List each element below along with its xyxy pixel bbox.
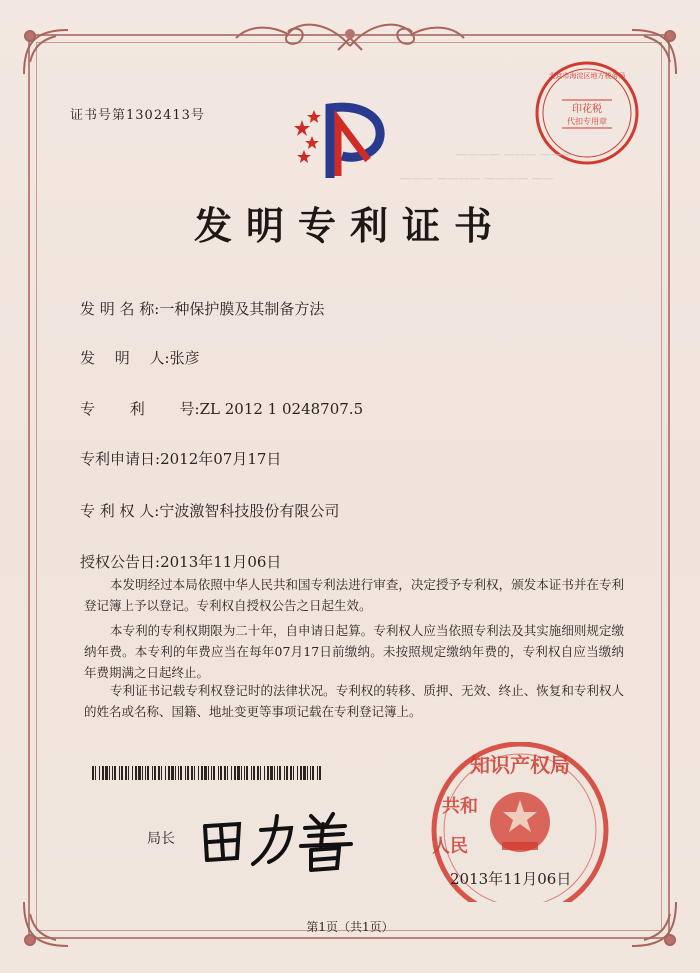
- corner-ornament-top-left: [16, 22, 76, 82]
- svg-text:知识产权局: 知识产权局: [470, 753, 570, 777]
- director-signature: [195, 804, 365, 874]
- svg-text:北京市海淀区地方税务局: 北京市海淀区地方税务局: [548, 72, 626, 80]
- paragraph-grant: 本发明经过本局依照中华人民共和国专利法进行审查，决定授予专利权，颁发本证书并在专利登记簿上予以登记。专利权自授权公告之日起生效。: [84, 577, 624, 613]
- seal-date: 2013年11月06日: [450, 870, 572, 888]
- page-number: 第1页（共1页）: [306, 920, 394, 934]
- field-invention-name: 发 明 名 称:一种保护膜及其制备方法: [80, 300, 325, 318]
- field-application-date: 专利申请日:2012年07月17日: [80, 450, 282, 468]
- patent-office-logo: [290, 98, 390, 182]
- paragraph-status: 专利证书记载专利权登记时的法律状况。专利权的转移、质押、无效、终止、恢复和专利权人的姓名或名称、国籍、地址变更等事项记载在专利登记簿上。: [84, 683, 624, 719]
- faint-background-text: ———— ——— ———: [456, 148, 573, 161]
- faint-background-text: ——— ———— ———— ——: [400, 172, 554, 185]
- paragraph-term: 本专利的专利权期限为二十年，自申请日起算。专利权人应当依照专利法及其实施细则规定缴纳年费。本专利的年费应当在每年07月17日前缴纳。未按照规定缴纳年费的，专利权自应当缴纳年费期满之日起终止。: [84, 623, 624, 680]
- field-patent-number: 专 利 号:ZL 2012 1 0248707.5: [80, 400, 364, 418]
- document-title: 发明专利证书: [193, 203, 506, 248]
- field-patentee: 专 利 权 人:宁波激智科技股份有限公司: [80, 502, 340, 520]
- svg-text:印花税: 印花税: [572, 104, 602, 115]
- top-ornament: [228, 16, 472, 56]
- barcode: [92, 766, 322, 780]
- field-inventor: 发 明 人:张彦: [80, 349, 200, 367]
- field-grant-date: 授权公告日:2013年11月06日: [80, 553, 282, 571]
- director-label: 局长: [147, 831, 175, 847]
- certificate-number: 证书号第1302413号: [70, 108, 205, 123]
- svg-text:共和: 共和: [442, 796, 478, 817]
- svg-text:代扣专用章: 代扣专用章: [567, 117, 607, 126]
- svg-text:人民: 人民: [432, 836, 468, 857]
